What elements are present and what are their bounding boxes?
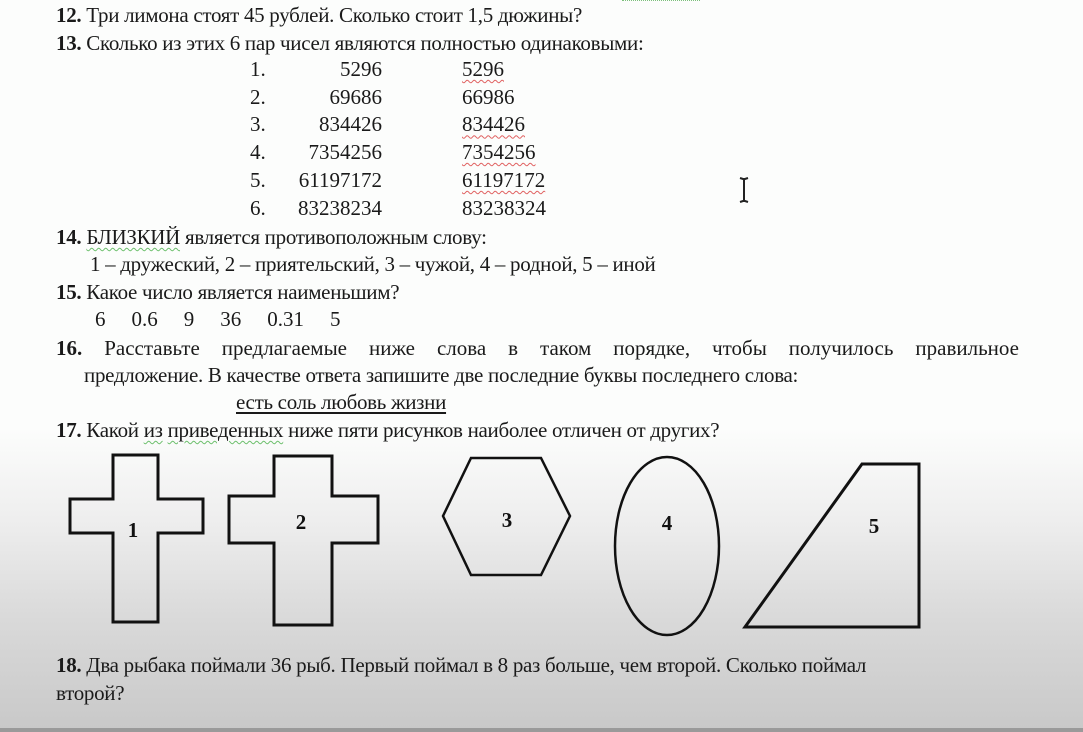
pair-right: 61197172	[462, 167, 546, 192]
question-text: Три лимона стоят 45 рублей. Сколько стоит 1,5 дюжины?	[81, 3, 583, 27]
question-13	[56, 30, 644, 56]
question-18	[56, 652, 866, 678]
question-number: 15.	[56, 280, 82, 304]
text-cursor-icon	[737, 176, 751, 204]
question-text-line1: Расставьте предлагаемые ниже слова в таком порядке, чтобы получилось правильное	[82, 336, 1019, 360]
figure-3-label: 3	[501, 508, 513, 532]
number-options	[95, 306, 367, 332]
number-option: 0.31	[267, 307, 304, 331]
pair-right: 66986	[462, 84, 515, 109]
pair-row	[250, 56, 582, 84]
question-text: является противоположным слову:	[180, 225, 487, 249]
spellcheck-mark	[622, 0, 700, 3]
question-number: 18.	[56, 653, 82, 677]
word-list: есть соль любовь жизни	[236, 390, 447, 414]
pair-row	[250, 84, 582, 112]
figure-4-ellipse	[615, 457, 719, 635]
pair-left: 83238234	[298, 195, 382, 220]
pair-index: 5.	[250, 167, 266, 192]
number-option: 6	[95, 307, 106, 331]
question-number: 12.	[56, 3, 82, 27]
figure-5-trapezoid	[745, 464, 919, 627]
pair-index: 6.	[250, 195, 266, 220]
question-16-line2: предложение. В качестве ответа запишите две последние буквы последнего слова:	[84, 363, 799, 387]
pair-left: 61197172	[298, 167, 382, 192]
pair-left: 5296	[340, 57, 382, 81]
question-15	[56, 279, 399, 305]
pair-right: 83238324	[462, 195, 546, 220]
figure-1-label: 1	[127, 518, 139, 542]
pair-left: 69686	[329, 84, 382, 109]
figures-panel	[0, 440, 1083, 650]
pair-row	[250, 111, 582, 139]
question-text: Сколько из этих 6 пар чисел являются полностью одинаковыми:	[81, 31, 644, 55]
question-number: 13.	[56, 31, 82, 55]
pair-left: 834426	[319, 112, 382, 137]
pair-right: 834426	[462, 112, 525, 137]
flagged-word: приведенных	[167, 418, 284, 442]
figure-4-label: 4	[661, 511, 673, 535]
pair-left: 7354256	[308, 140, 382, 165]
pair-row	[250, 139, 582, 167]
pair-index: 3.	[250, 112, 266, 137]
keyword: БЛИЗКИЙ	[86, 225, 181, 249]
question-text-line1: Два рыбака поймали 36 рыб. Первый поймал в 8 раз больше, чем второй. Сколько поймал	[81, 653, 867, 677]
pair-right: 7354256	[462, 140, 536, 165]
number-option: 9	[183, 307, 195, 331]
question-number: 16.	[56, 336, 83, 360]
question-14	[56, 224, 487, 250]
number-option: 0.6	[131, 307, 158, 331]
question-text: Какое число является наименьшим?	[81, 280, 400, 304]
pair-index: 2.	[250, 84, 266, 109]
figure-5-label: 5	[868, 514, 880, 538]
question-18-line2: второй?	[56, 681, 125, 705]
question-text: Какой	[81, 418, 144, 442]
question-12	[56, 2, 582, 28]
number-pairs-list	[250, 56, 582, 222]
number-option: 5	[330, 307, 341, 331]
pair-index: 1.	[250, 57, 266, 81]
pair-row	[250, 195, 582, 223]
question-16-words	[236, 389, 446, 415]
question-number: 17.	[56, 418, 82, 442]
pair-index: 4.	[250, 140, 266, 165]
figure-2-label: 2	[295, 510, 307, 534]
number-option: 36	[220, 307, 242, 331]
figure-2-cross	[229, 456, 378, 625]
question-16	[56, 334, 1019, 362]
question-14-options: 1 – дружеский, 2 – приятельский, 3 – чужой, 4 – родной, 5 – иной	[90, 252, 656, 276]
flagged-word: из	[143, 418, 163, 442]
window-bottom-edge	[0, 728, 1083, 732]
pair-right: 5296	[462, 57, 504, 81]
pair-row	[250, 167, 582, 195]
question-number: 14.	[56, 225, 82, 249]
question-text: ниже пяти рисунков наиболее отличен от других?	[283, 418, 720, 442]
